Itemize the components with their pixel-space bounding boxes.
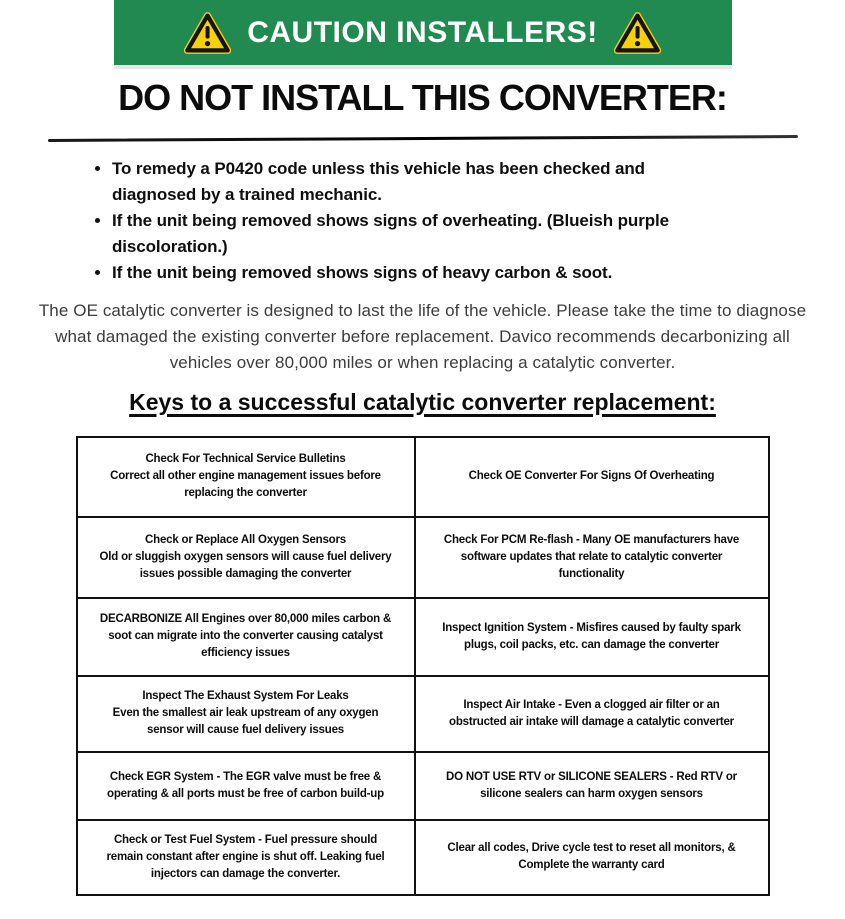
warning-triangle-icon (614, 12, 661, 54)
advisory-paragraph: The OE catalytic converter is designed to last the life of the vehicle. Please take the time to diagnose what damaged the existing converter before replacement. Davico recommends decarbonizing all vehicles over 80,000 miles or when replacing a catalytic converter. (38, 300, 807, 372)
table-cell: Clear all codes, Drive cycle test to reset all monitors, & Complete the warranty card (416, 819, 768, 894)
warning-list-item: • If the unit being removed shows signs of overheating. (Blueish purple discoloration.) (112, 208, 785, 260)
table-cell: Check OE Converter For Signs Of Overheating (468, 470, 715, 483)
main-heading: DO NOT INSTALL THIS CONVERTER: (118, 77, 727, 118)
table-cell: Check or Test Fuel System - Fuel pressure should remain constant after engine is shut off. Leaking fuel injectors can damage the converter. (78, 819, 416, 894)
table-cell: Check or Replace All Oxygen Sensors Old or sluggish oxygen sensors will cause fuel delivery issues possible damaging the converter (78, 516, 416, 597)
table-cell: Check For Technical Service Bulletins Correct all other engine management issues before replacing the converter (78, 438, 416, 516)
table-cell: Check EGR System - The EGR valve must be free & operating & all ports must be free of carbon build-up (78, 751, 416, 819)
warning-list-item: • To remedy a P0420 code unless this vehicle has been checked and diagnosed by a trained mechanic. (112, 156, 785, 208)
tips-table (76, 436, 770, 896)
divider-line (47, 135, 797, 142)
keys-heading: Keys to a successful catalytic converter replacement: (129, 388, 716, 415)
warning-triangle-icon (184, 12, 231, 54)
table-cell: Check For PCM Re-flash - Many OE manufacturers have software updates that relate to catalytic converter functionality (416, 516, 768, 597)
banner-title: CAUTION INSTALLERS! (247, 15, 598, 49)
warning-list (112, 156, 785, 286)
table-cell: Inspect Ignition System - Misfires caused by faulty spark plugs, coil packs, etc. can damage the converter (416, 597, 768, 675)
table-cell: Inspect The Exhaust System For Leaks Even the smallest air leak upstream of any oxygen sensor will cause fuel delivery issues (78, 675, 416, 751)
caution-banner (114, 0, 732, 65)
warning-list-item: • If the unit being removed shows signs of heavy carbon & soot. (112, 260, 785, 286)
table-cell: Inspect Air Intake - Even a clogged air filter or an obstructed air intake will damage a catalytic converter (416, 675, 768, 751)
table-cell: DO NOT USE RTV or SILICONE SEALERS - Red RTV or silicone sealers can harm oxygen sensors (416, 751, 768, 819)
table-cell: DECARBONIZE All Engines over 80,000 miles carbon & soot can migrate into the converter causing catalyst efficiency issues (78, 597, 416, 675)
